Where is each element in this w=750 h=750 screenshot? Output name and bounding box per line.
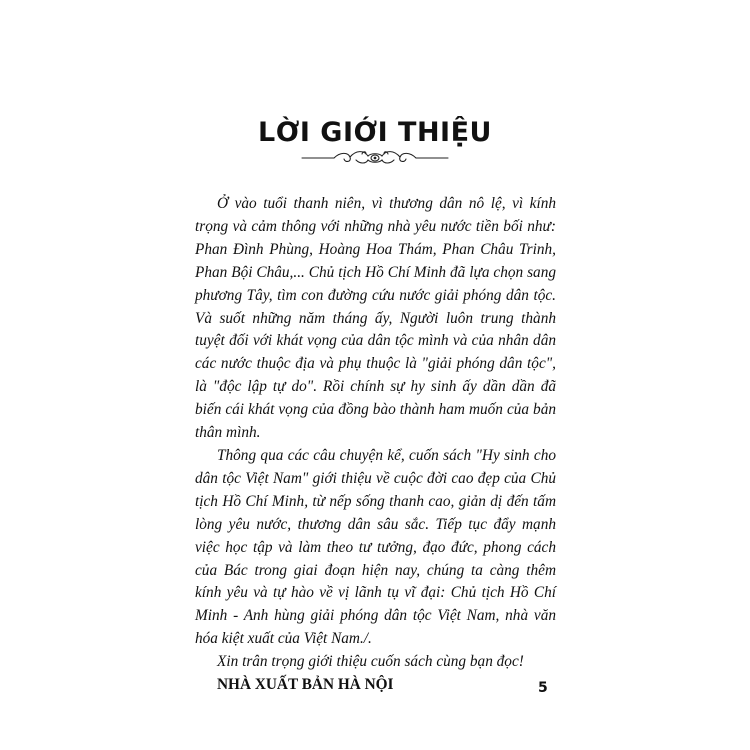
page-number: 5 <box>538 680 548 696</box>
paragraph-1: Ở vào tuổi thanh niên, vì thương dân nô lệ, vì kính trọng và cảm thông với những nhà yêu nước tiền bối như: Phan Đình Phùng, Hoàng Hoa Thám, Phan Châu Trinh, Phan Bội Châu,... Chủ tịch Hồ Chí Minh đã lựa chọn sang phương Tây, tìm con đường cứu nước giải phóng dân tộc. Và suốt những năm tháng ấy, Người luôn trung thành tuyệt đối với khát vọng của dân tộc mình và của nhân dân các nước thuộc địa và phụ thuộc là "giải phóng dân tộc", là "độc lập tự do". Rồi chính sự hy sinh ấy dần dần đã biến cái khát vọng của đồng bào thành ham muốn của bản thân mình. <box>195 195 556 442</box>
ornament-divider-icon <box>300 146 450 170</box>
page-title: LỜI GIỚI THIỆU <box>258 117 492 148</box>
introduction-body <box>195 193 556 697</box>
publisher-signature: NHÀ XUẤT BẢN HÀ NỘI <box>217 676 394 694</box>
paragraph-2: Thông qua các câu chuyện kể, cuốn sách "Hy sinh cho dân tộc Việt Nam" giới thiệu về cuộc đời cao đẹp của Chủ tịch Hồ Chí Minh, từ nếp sống thanh cao, giản dị đến tấm lòng yêu nước, thương dân sâu sắc. Tiếp tục đẩy mạnh việc học tập và làm theo tư tưởng, đạo đức, phong cách của Bác trong giai đoạn hiện nay, chúng ta càng thêm kính yêu và tự hào về vị lãnh tụ vĩ đại: Chủ tịch Hồ Chí Minh - Anh hùng giải phóng dân tộc Việt Nam, nhà văn hóa kiệt xuất của Việt Nam./. <box>195 446 556 648</box>
paragraph-3: Xin trân trọng giới thiệu cuốn sách cùng bạn đọc! <box>217 653 524 671</box>
